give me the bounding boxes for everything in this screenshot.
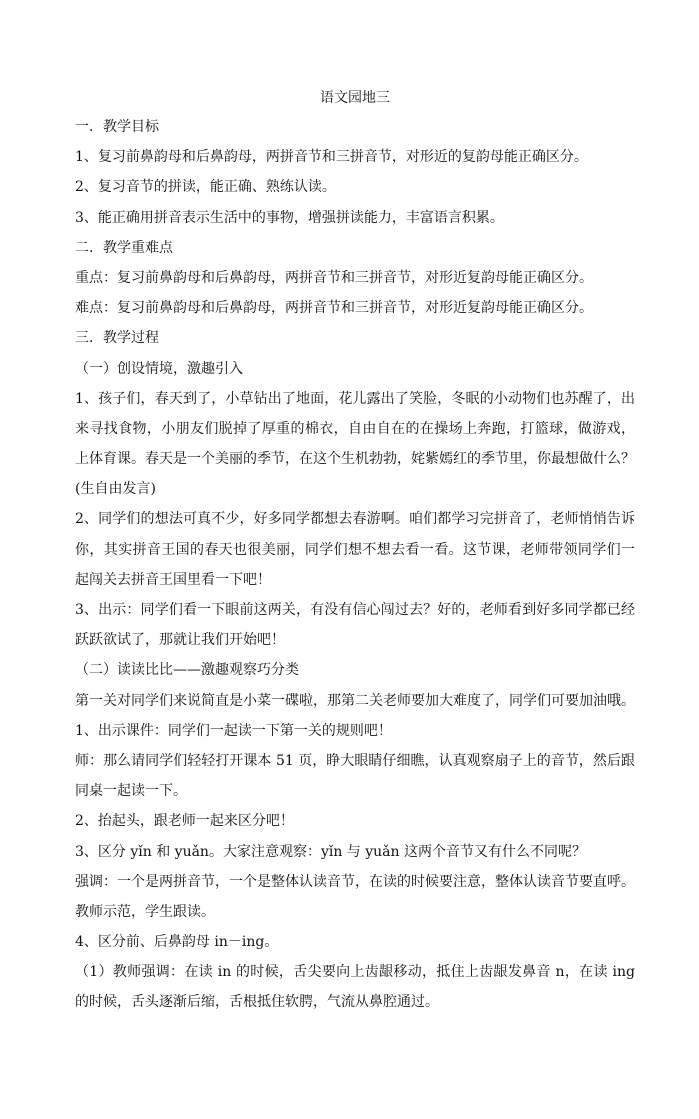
paragraph-line: 3、区分 yǐn 和 yuǎn。大家注意观察：yǐn 与 yuǎn 这两个音节又有什么不同呢？	[75, 843, 586, 860]
paragraph-line: 1、孩子们，春天到了，小草钻出了地面，花儿露出了笑脸，冬眠的小动物们也苏醒了，出	[75, 390, 635, 407]
paragraph-line: 1、出示课件：同学们一起读一下第一关的规则吧！	[75, 722, 392, 739]
key-point: 重点：复习前鼻韵母和后鼻韵母，两拼音节和三拼音节，对形近复韵母能正确区分。	[75, 269, 593, 286]
heading-key-points: 二．教学重难点	[75, 239, 173, 256]
paragraph-line: 你，其实拼音王国的春天也很美丽，同学们想不想去看一看。这节课，老师带领同学们一	[75, 541, 635, 558]
paragraph-line: 4、区分前、后鼻韵母 in－ing。	[75, 934, 279, 951]
document-title: 语文园地三	[320, 90, 390, 106]
paragraph-line: 强调：一个是两拼音节，一个是整体认读音节，在读的时候要注意，整体认读音节要直呼。	[75, 873, 635, 890]
goal-item-2: 2、复习音节的拼读，能正确、熟练认读。	[75, 179, 336, 196]
paragraph-line: 2、抬起头，跟老师一起来区分吧！	[75, 813, 294, 830]
heading-teaching-process: 三．教学过程	[75, 330, 159, 347]
paragraph-line: 上体育课。春天是一个美丽的季节，在这个生机勃勃，姹紫嫣红的季节里，你最想做什么？	[75, 451, 635, 468]
goal-item-1: 1、复习前鼻韵母和后鼻韵母，两拼音节和三拼音节，对形近的复韵母能正确区分。	[75, 149, 588, 166]
difficult-point: 难点：复习前鼻韵母和后鼻韵母，两拼音节和三拼音节，对形近复韵母能正确区分。	[75, 300, 593, 317]
paragraph-line: （1）教师强调：在读 in 的时候，舌尖要向上齿龈移动，抵住上齿龈发鼻音 n，在读 ing	[75, 964, 635, 981]
document-page	[75, 84, 635, 1018]
paragraph-line: 教师示范，学生跟读。	[75, 903, 215, 920]
subheading-compare: （二）读读比比——激趣观察巧分类	[75, 662, 299, 679]
paragraph-line: 同桌一起读一下。	[75, 783, 187, 800]
subheading-situation: （一）创设情境，激趣引入	[75, 360, 243, 377]
paragraph-line: 跃跃欲试了，那就让我们开始吧！	[75, 632, 285, 649]
paragraph-line: (生自由发言)	[75, 481, 156, 498]
paragraph-line: 第一关对同学们来说简直是小菜一碟啦，那第二关老师要加大难度了，同学们可要加油哦。	[75, 692, 635, 709]
paragraph-line: 3、出示：同学们看一下眼前这两关，有没有信心闯过去？好的，老师看到好多同学都已经	[75, 602, 635, 618]
paragraph-line: 师：那么请同学们轻轻打开课本 51 页，睁大眼睛仔细瞧，认真观察扇子上的音节，然后跟	[75, 752, 635, 769]
paragraph-line: 起闯关去拼音王国里看一下吧！	[75, 571, 271, 588]
goal-item-3: 3、能正确用拼音表示生活中的事物，增强拼读能力，丰富语言积累。	[75, 209, 504, 226]
heading-teaching-goals: 一．教学目标	[75, 119, 159, 135]
paragraph-line: 的时候，舌头逐渐后缩，舌根抵住软腭，气流从鼻腔通过。	[75, 994, 439, 1011]
paragraph-line: 2、同学们的想法可真不少，好多同学都想去春游啊。咱们都学习完拼音了，老师悄悄告诉	[75, 511, 635, 528]
paragraph-line: 来寻找食物，小朋友们脱掉了厚重的棉衣，自由自在的在操场上奔跑，打篮球，做游戏，	[75, 420, 635, 437]
